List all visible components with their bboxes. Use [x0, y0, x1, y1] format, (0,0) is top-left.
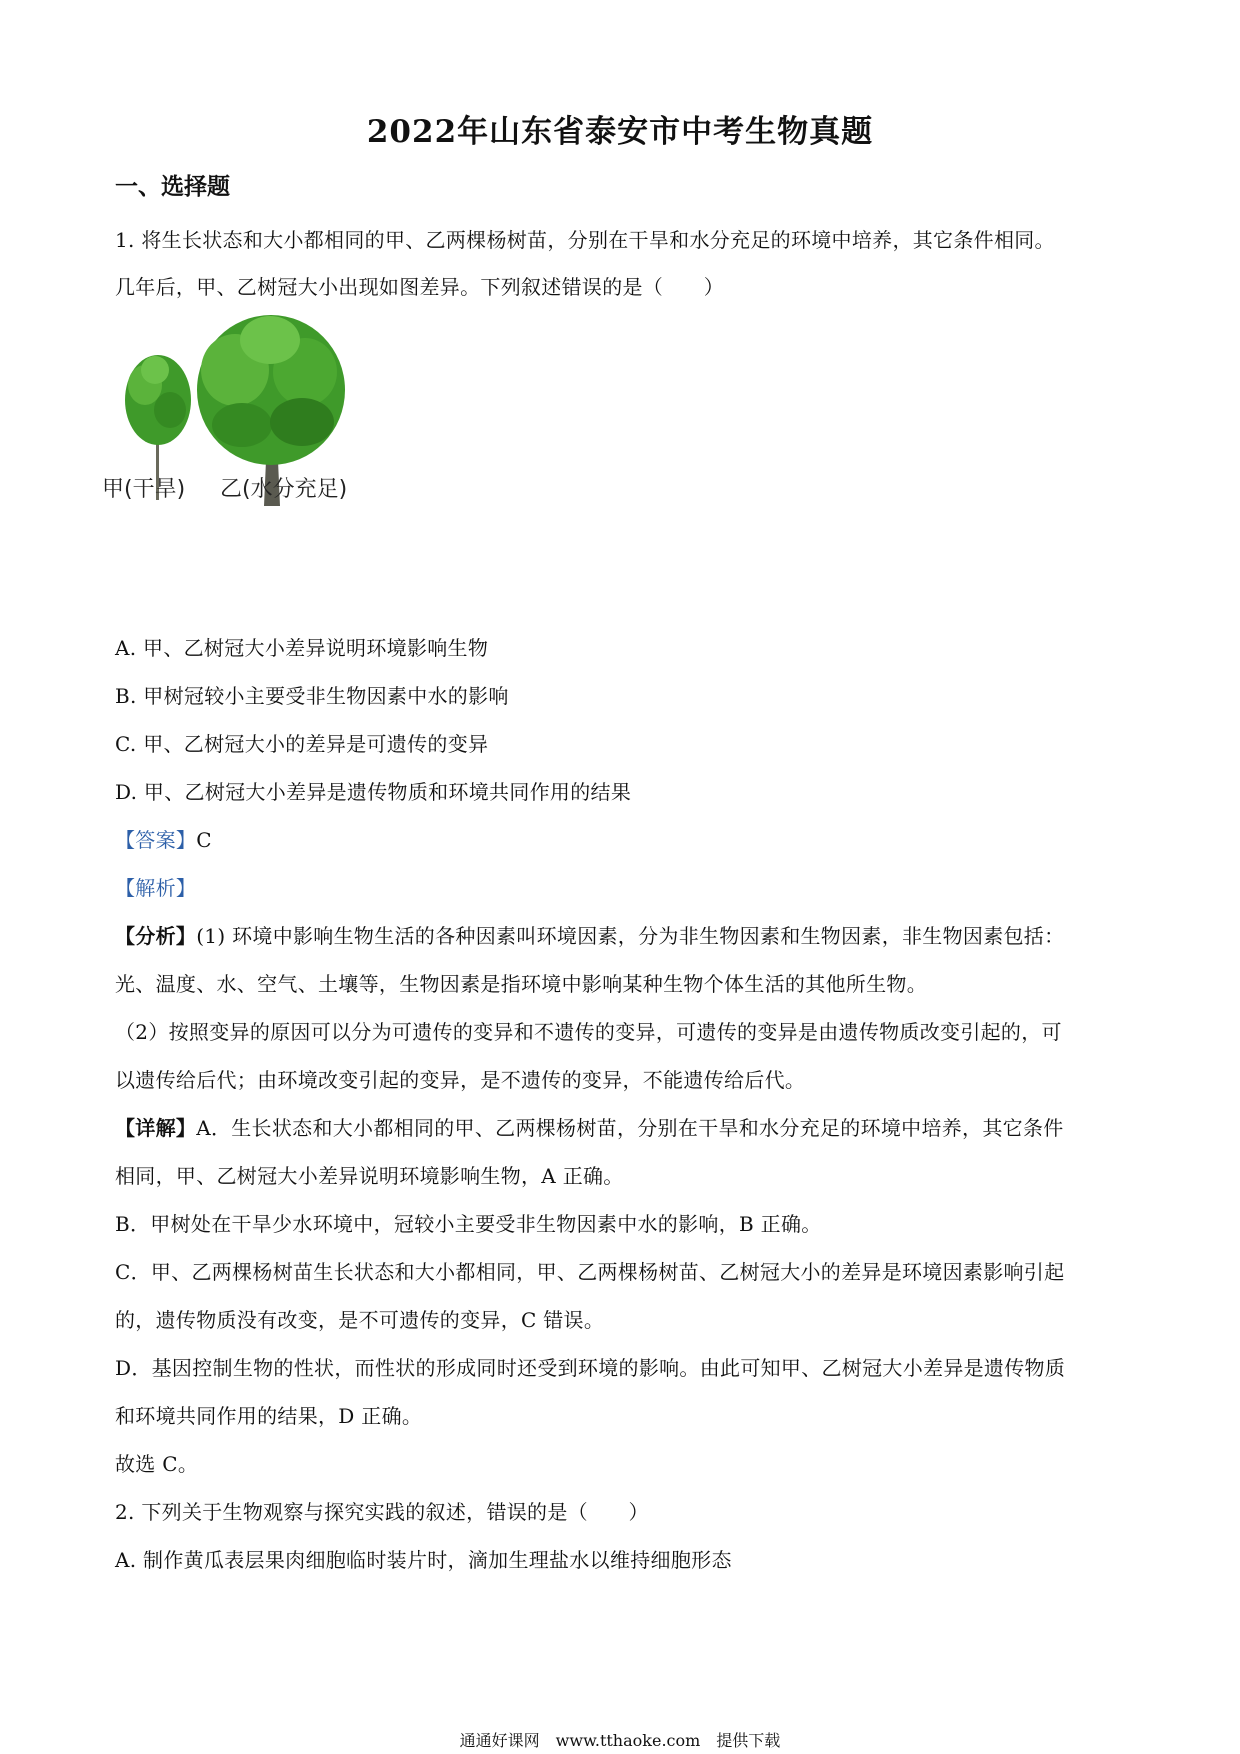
figure-label-jia: 甲(干旱) [102, 477, 186, 502]
option-a: A. 甲、乙树冠大小差异说明环境影响生物 [115, 636, 489, 660]
trees-illustration [110, 310, 410, 540]
analysis-tag: 【解析】 [115, 876, 197, 900]
answer-value: C [196, 828, 212, 852]
xiangjie-line2: 相同，甲、乙树冠大小差异说明环境影响生物，A 正确。 [115, 1164, 624, 1188]
conclusion-line: 故选 C。 [115, 1452, 199, 1476]
option-d: D. 甲、乙树冠大小差异是遗传物质和环境共同作用的结果 [115, 780, 632, 804]
page-title: 2022年山东省泰安市中考生物真题 [366, 114, 874, 150]
detail-b-line: B．甲树处在干旱少水环境中，冠较小主要受非生物因素中水的影响，B 正确。 [115, 1212, 822, 1236]
detail-d-line2: 和环境共同作用的结果，D 正确。 [115, 1404, 423, 1428]
xiangjie-line1 [115, 1112, 1064, 1141]
section-heading: 一、选择题 [115, 173, 230, 200]
fenxi-line2: 光、温度、水、空气、土壤等，生物因素是指环境中影响某种生物个体生活的其他所生物。 [115, 972, 927, 996]
xiangjie-text1: A．生长状态和大小都相同的甲、乙两棵杨树苗，分别在干旱和水分充足的环境中培养，其它条件 [196, 1116, 1064, 1140]
tree-comparison-figure [102, 310, 410, 565]
xiangjie-tag: 【详解】 [115, 1116, 197, 1140]
fenxi-line3: （2）按照变异的原因可以分为可遗传的变异和不遗传的变异，可遗传的变异是由遗传物质改变引起的，可 [115, 1020, 1062, 1044]
page-footer: 通通好课网 www.tthaoke.com 提供下载 [459, 1731, 781, 1750]
answer-line [115, 824, 212, 853]
fenxi-tag: 【分析】 [115, 924, 197, 948]
fenxi-line1 [115, 920, 1064, 949]
detail-d-line1: D．基因控制生物的性状，而性状的形成同时还受到环境的影响。由此可知甲、乙树冠大小差异是遗传物质 [115, 1356, 1066, 1380]
fenxi-line4: 以遗传给后代；由环境改变引起的变异，是不遗传的变异，不能遗传给后代。 [115, 1068, 806, 1092]
figure-label-yi: 乙(水分充足) [220, 477, 348, 502]
question-1-stem-line1: 1. 将生长状态和大小都相同的甲、乙两棵杨树苗，分别在干旱和水分充足的环境中培养，其它条件相同。 [115, 228, 1055, 252]
detail-c-line2: 的，遗传物质没有改变，是不可遗传的变异，C 错误。 [115, 1308, 605, 1332]
answer-tag: 【答案】 [115, 828, 197, 852]
question-2-stem: 2. 下列关于生物观察与探究实践的叙述，错误的是（ ） [115, 1500, 649, 1524]
fenxi-text1: (1) 环境中影响生物生活的各种因素叫环境因素，分为非生物因素和生物因素，非生物因素包括： [196, 924, 1065, 948]
option-b: B. 甲树冠较小主要受非生物因素中水的影响 [115, 684, 509, 708]
option-c: C. 甲、乙树冠大小的差异是可遗传的变异 [115, 732, 489, 756]
question-1-stem-line2: 几年后，甲、乙树冠大小出现如图差异。下列叙述错误的是（ ） [115, 275, 724, 299]
detail-c-line1: C．甲、乙两棵杨树苗生长状态和大小都相同，甲、乙两棵杨树苗、乙树冠大小的差异是环境因素影响引起 [115, 1260, 1065, 1284]
question-2-option-a: A. 制作黄瓜表层果肉细胞临时装片时，滴加生理盐水以维持细胞形态 [115, 1548, 732, 1572]
